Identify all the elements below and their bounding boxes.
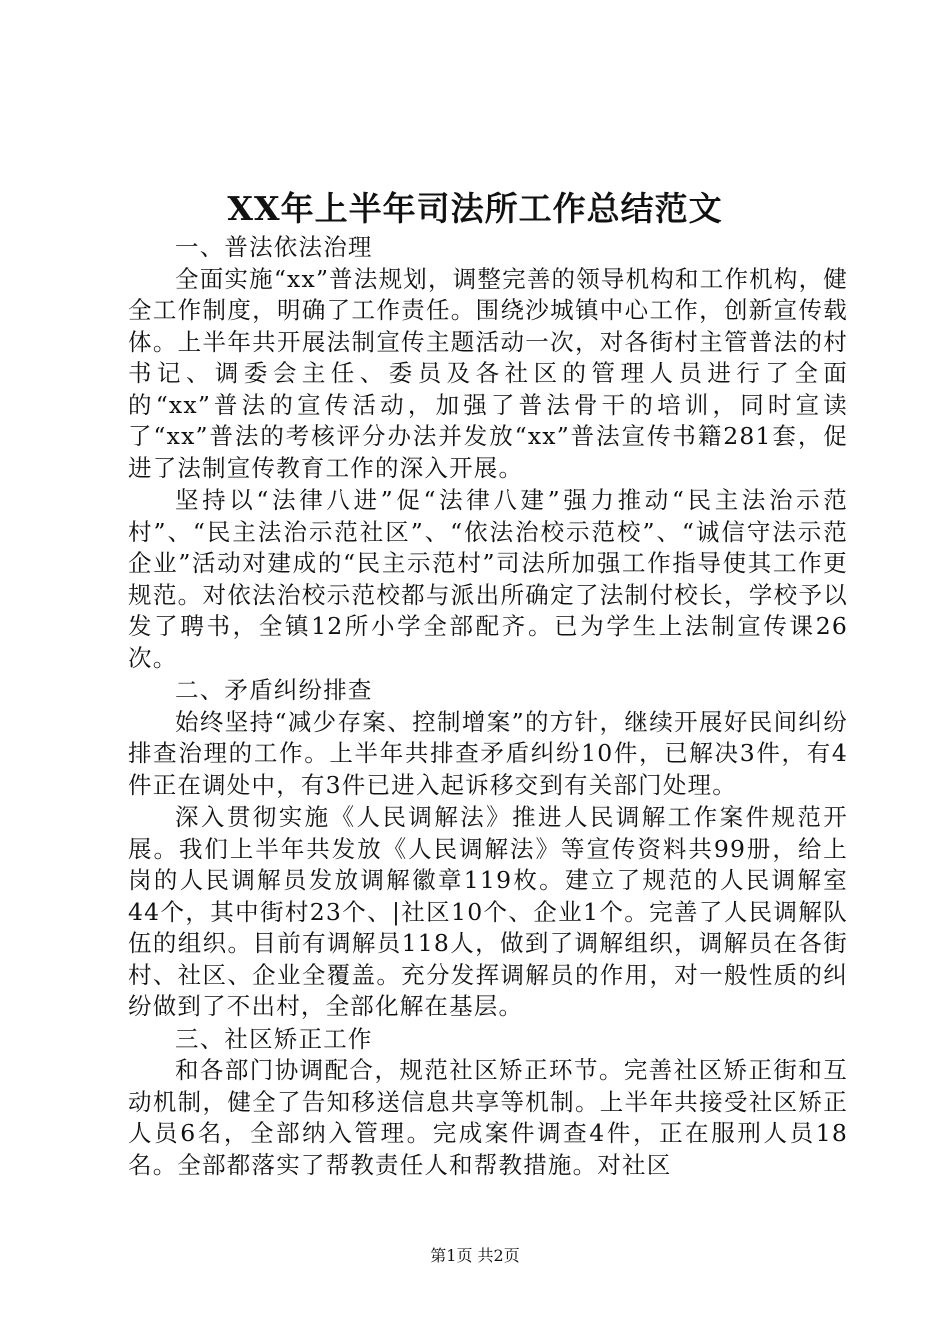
document-body: [128, 232, 848, 1182]
paragraph-3: 始终坚持“减少存案、控制增案”的方针，继续开展好民间纠纷排查治理的工作。上半年共排查矛盾纠纷10件，已解决3件，有4件正在调处中，有3件已进入起诉移交到有关部门处理。: [128, 707, 848, 799]
section-heading-3: 三、社区矫正工作: [175, 1024, 373, 1053]
document-title: XX年上半年司法所工作总结范文: [227, 189, 723, 228]
section-heading-2: 二、矛盾纠纷排查: [175, 676, 373, 704]
section-heading-1: 一、普法依法治理: [175, 233, 373, 261]
paragraph-4: 深入贯彻实施《人民调解法》推进人民调解工作案件规范开展。我们上半年共发放《人民调解法》等宣传资料共99册，给上岗的人民调解员发放调解徽章119枚。建立了规范的人民调解室44个，其中街村23个、|社区10个、企业1个。完善了人民调解队伍的组织。目前有调解员118人，做到了调解组织，调解员在各街村、社区、企业全覆盖。充分发挥调解员的作用，对一般性质的纠纷做到了不出村，全部化解在基层。: [128, 803, 848, 1020]
paragraph-1: 全面实施“xx”普法规划，调整完善的领导机构和工作机构，健全工作制度，明确了工作责任。围绕沙城镇中心工作，创新宣传载体。上半年共开展法制宣传主题活动一次，对各街村主管普法的村书记、调委会主任、委员及各社区的管理人员进行了全面的“xx”普法的宣传活动，加强了普法骨干的培训，同时宣读了“xx”普法的考核评分办法并发放“xx”普法宣传书籍281套，促进了法制宣传教育工作的深入开展。: [128, 264, 848, 482]
paragraph-5: 和各部门协调配合，规范社区矫正环节。完善社区矫正街和互动机制，健全了告知移送信息共享等机制。上半年共接受社区矫正人员6名，全部纳入管理。完成案件调查4件，正在服刑人员18名。全部都落实了帮教责任人和帮教措施。对社区: [128, 1056, 848, 1179]
page-footer: 第1页 共2页: [430, 1246, 520, 1265]
paragraph-2: 坚持以“法律八进”促“法律八建”强力推动“民主法治示范村”、“民主法治示范社区”、“依法治校示范校”、“诚信守法示范企业”活动对建成的“民主示范村”司法所加强工作指导使其工作更规范。对依法治校示范校都与派出所确定了法制付校长，学校予以发了聘书，全镇12所小学全部配齐。已为学生上法制宣传课26次。: [128, 486, 848, 672]
